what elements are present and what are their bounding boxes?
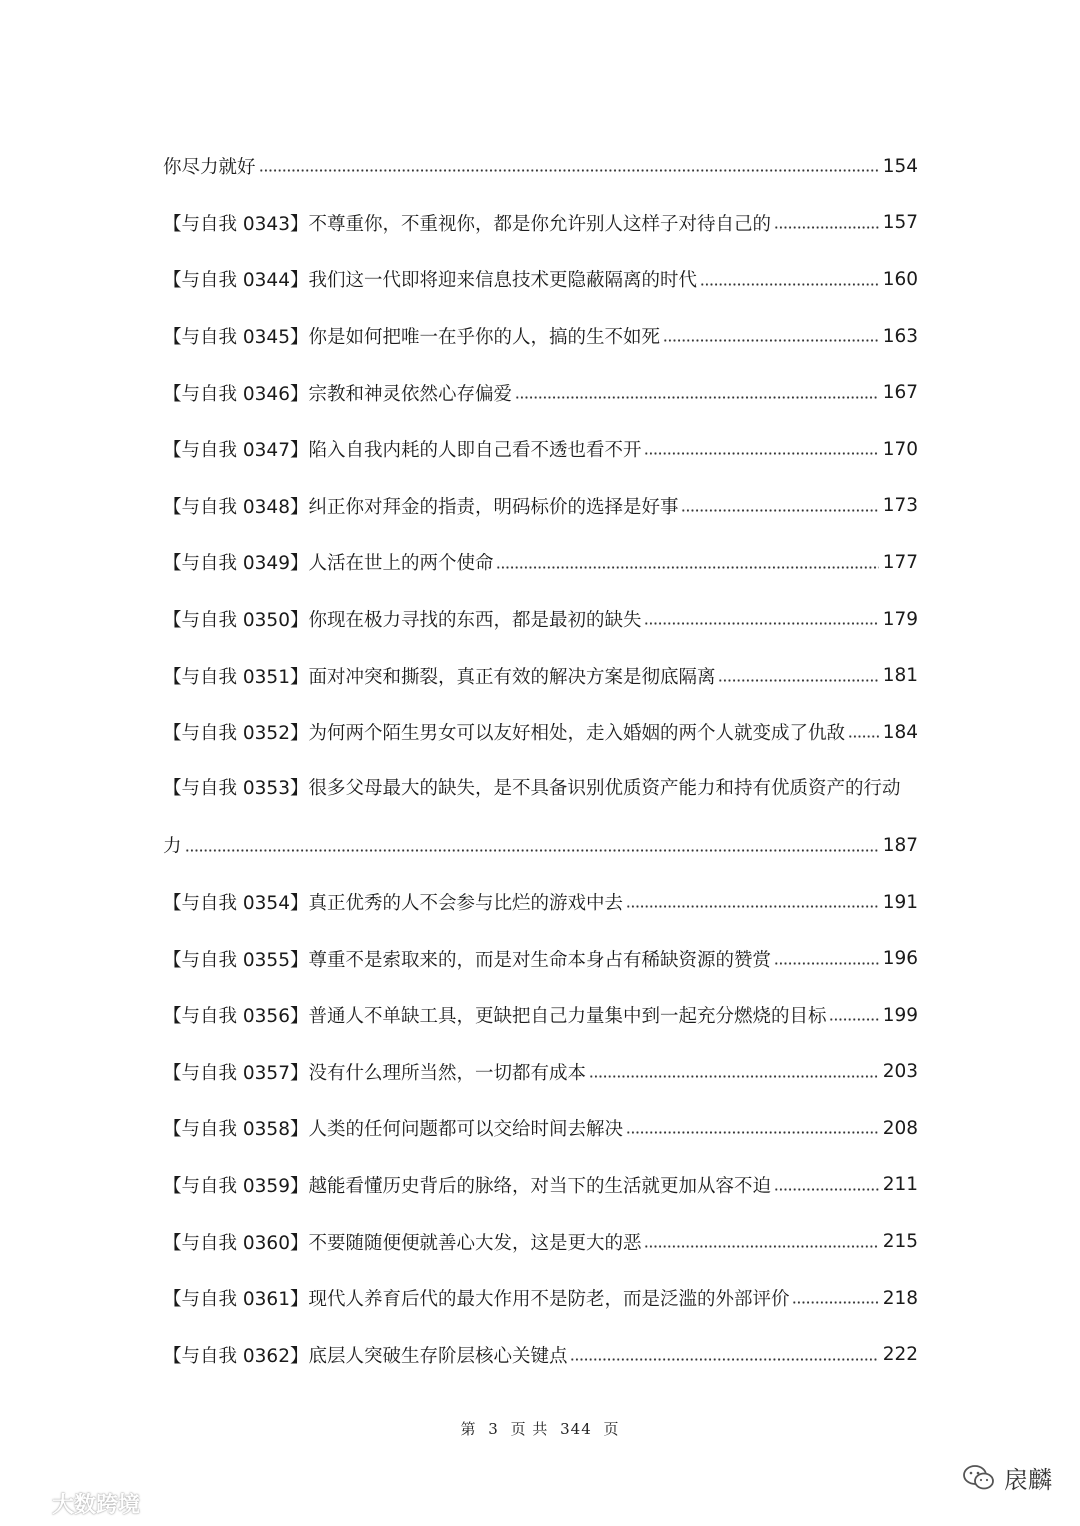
toc-leader-dots	[515, 382, 879, 404]
toc-entry-title: 【与自我 0346】宗教和神灵依然心存偏爱	[163, 383, 512, 405]
toc-leader-dots	[570, 1344, 878, 1366]
toc-entry-page: 218	[882, 1287, 918, 1309]
toc-leader-dots	[589, 1061, 879, 1083]
toc-entry-title: 【与自我 0356】普通人不单缺工具，更缺把自己力量集中到一起充分燃烧的目标	[163, 1006, 827, 1028]
toc-entry-page: 177	[882, 551, 918, 573]
footer-suffix: 页	[603, 1420, 620, 1438]
toc-entry-page: 196	[882, 948, 918, 970]
toc-leader-dots	[774, 1174, 879, 1196]
dashuju-logo-icon	[8, 1491, 48, 1517]
wechat-icon	[962, 1463, 996, 1493]
toc-entry-title: 【与自我 0348】纠正你对拜金的指责，明码标价的选择是好事	[163, 496, 679, 518]
toc-entry[interactable]	[163, 478, 918, 535]
toc-leader-dots	[848, 721, 879, 743]
toc-entry[interactable]	[163, 534, 918, 591]
toc-leader-dots	[644, 1230, 878, 1252]
toc-entry-page: 173	[882, 495, 918, 517]
toc-entry-title: 【与自我 0361】现代人养育后代的最大作用不是防老，而是泛滥的外部评价	[163, 1289, 790, 1311]
watermark-left-text: 大数跨境	[52, 1493, 141, 1518]
footer-prefix: 第	[460, 1420, 477, 1438]
toc-entry-page: 211	[882, 1174, 918, 1196]
toc-entry-title: 你尽力就好	[163, 157, 256, 179]
toc-entry[interactable]	[163, 1100, 918, 1157]
toc-entry[interactable]	[163, 647, 918, 704]
toc-entry-title: 【与自我 0347】陷入自我内耗的人即自己看不透也看不开	[163, 440, 642, 462]
toc-entry[interactable]	[163, 591, 918, 648]
toc-entry-title: 【与自我 0357】没有什么理所当然，一切都有成本	[163, 1062, 586, 1084]
toc-entry-title: 【与自我 0345】你是如何把唯一在乎你的人，搞的生不如死	[163, 327, 660, 349]
toc-entry[interactable]	[163, 1270, 918, 1327]
toc-leader-dots	[718, 665, 878, 687]
toc-leader-dots	[644, 608, 878, 630]
toc-entry[interactable]	[163, 308, 918, 365]
toc-entry-title: 【与自我 0362】底层人突破生存阶层核心关键点	[163, 1345, 568, 1367]
current-page-number: 3	[488, 1420, 499, 1438]
toc-entry-page: 160	[882, 268, 918, 290]
toc-entry-title: 【与自我 0343】不尊重你，不重视你，都是你允许别人这样子对待自己的	[163, 213, 771, 235]
toc-entry-title: 【与自我 0352】为何两个陌生男女可以友好相处，走入婚姻的两个人就变成了仇敌	[163, 723, 845, 745]
toc-entry-page: 184	[882, 721, 918, 743]
toc-entry-title: 【与自我 0354】真正优秀的人不会参与比烂的游戏中去	[163, 893, 623, 915]
watermark-right-text: 扆麟	[1004, 1466, 1052, 1494]
toc-leader-dots	[259, 155, 879, 177]
toc-entry-page: 170	[882, 438, 918, 460]
footer-mid: 页 共	[510, 1420, 549, 1438]
toc-entry-page: 199	[882, 1004, 918, 1026]
toc-entry-page: 154	[882, 155, 918, 177]
toc-leader-dots	[774, 212, 879, 234]
watermark-left	[8, 1488, 140, 1519]
toc-leader-dots	[829, 1004, 878, 1026]
table-of-contents	[163, 138, 918, 1383]
toc-entry-title: 【与自我 0351】面对冲突和撕裂，真正有效的解决方案是彻底隔离	[163, 666, 716, 688]
toc-entry-title: 【与自我 0344】我们这一代即将迎来信息技术更隐蔽隔离的时代	[163, 270, 697, 292]
toc-entry-page: 157	[882, 212, 918, 234]
toc-entry-page: 163	[882, 325, 918, 347]
toc-leader-dots	[774, 948, 879, 970]
toc-leader-dots	[496, 551, 878, 573]
toc-entry-wrapped-tail[interactable]	[163, 817, 918, 874]
toc-leader-dots	[700, 268, 879, 290]
toc-entry-title: 【与自我 0349】人活在世上的两个使命	[163, 553, 494, 575]
toc-entry-title: 【与自我 0350】你现在极力寻找的东西，都是最初的缺失	[163, 610, 642, 632]
total-page-count: 344	[560, 1420, 592, 1438]
toc-entry[interactable]	[163, 1157, 918, 1214]
toc-leader-dots	[792, 1287, 878, 1309]
toc-leader-dots	[626, 1117, 879, 1139]
watermark-right	[962, 1460, 1052, 1495]
toc-entry-page: 215	[882, 1231, 918, 1253]
toc-entry[interactable]	[163, 987, 918, 1044]
toc-entry-page: 181	[882, 665, 918, 687]
toc-entry[interactable]	[163, 364, 918, 421]
toc-entry[interactable]	[163, 138, 918, 195]
toc-entry[interactable]	[163, 421, 918, 478]
toc-entry-page: 203	[882, 1061, 918, 1083]
toc-entry-wrapped-head[interactable]	[163, 761, 918, 818]
toc-leader-dots	[185, 834, 879, 856]
toc-leader-dots	[681, 495, 878, 517]
toc-entry-page: 187	[882, 834, 918, 856]
toc-entry-page: 222	[882, 1344, 918, 1366]
toc-entry[interactable]	[163, 195, 918, 252]
toc-entry-title: 【与自我 0359】越能看懂历史背后的脉络，对当下的生活就更加从容不迫	[163, 1175, 771, 1197]
toc-entry[interactable]	[163, 1326, 918, 1383]
toc-leader-dots	[663, 325, 879, 347]
toc-entry[interactable]	[163, 930, 918, 987]
toc-entry-page: 208	[882, 1117, 918, 1139]
toc-entry[interactable]	[163, 704, 918, 761]
toc-entry-title: 【与自我 0358】人类的任何问题都可以交给时间去解决	[163, 1119, 623, 1141]
toc-entry-page: 179	[882, 608, 918, 630]
toc-entry-title: 【与自我 0355】尊重不是索取来的，而是对生命本身占有稀缺资源的赞赏	[163, 949, 771, 971]
toc-entry-title-continuation: 力	[163, 836, 182, 858]
toc-entry-title: 【与自我 0353】很多父母最大的缺失，是不具备识别优质资产能力和持有优质资产的行动	[163, 777, 901, 799]
toc-entry-title: 【与自我 0360】不要随随便便就善心大发，这是更大的恶	[163, 1232, 642, 1254]
toc-entry[interactable]	[163, 874, 918, 931]
toc-entry-page: 191	[882, 891, 918, 913]
toc-entry[interactable]	[163, 1044, 918, 1101]
page-footer	[0, 1418, 1080, 1439]
toc-leader-dots	[626, 891, 879, 913]
toc-leader-dots	[644, 438, 878, 460]
toc-entry[interactable]	[163, 251, 918, 308]
toc-entry[interactable]	[163, 1213, 918, 1270]
toc-entry-page: 167	[882, 382, 918, 404]
